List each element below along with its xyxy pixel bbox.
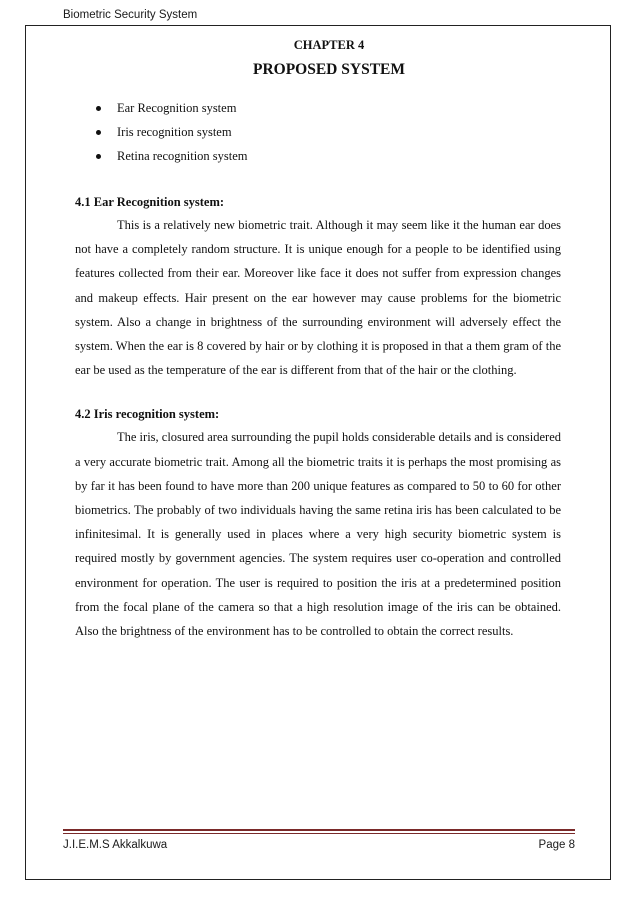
bullet-icon (96, 106, 101, 111)
bullet-icon (96, 154, 101, 159)
list-item (75, 144, 561, 168)
running-header: Biometric Security System (63, 9, 198, 21)
footer-institution: J.I.E.M.S Akkalkuwa (63, 839, 168, 851)
list-item-text: Ear Recognition system (117, 101, 237, 115)
list-item-text: Retina recognition system (117, 149, 248, 163)
section-body-iris: The iris, closured area surrounding the pupil holds considerable details and is considered a very accurate biometric trait. Among all the biometric traits it is perhaps the most promising as by far it has been found to have more than 200 unique features as compared to 50 to 60 for other biometrics. The probably of two individuals having the same retina iris has been calculated to be infinitesimal. It is generally used in places where a very high security biometric system is required mostly by government agencies. The system requires user co-operation and controlled environment for operation. The user is required to position the iris at a predetermined position from the focal plane of the camera so that a high resolution image of the iris can be obtained. Also the brightness of the environment has to be controlled to obtain the correct results. (75, 430, 561, 639)
chapter-title: PROPOSED SYSTEM (252, 61, 405, 78)
bullet-icon (96, 130, 101, 135)
page-content (75, 36, 561, 643)
footer-page-number: Page 8 (538, 839, 575, 851)
footer-rule-thin (63, 833, 575, 834)
list-item-text: Iris recognition system (117, 125, 232, 139)
bullet-list (75, 96, 561, 168)
chapter-label: CHAPTER 4 (293, 38, 365, 52)
section-body-ear: This is a relatively new biometric trait. Although it may seem like it the human ear does not have a completely random structure. It is unique enough for a people to be identified using features collected from their ear. Moreover like face it does not suffer from expression changes and makeup effects. Hair present on the ear however may cause problems for the biometric system. Also a change in brightness of the surrounding environment will adversely effect the system. When the ear is 8 covered by hair or by clothing it is proposed in that a them gram of the ear be used as the temperature of the ear is different from that of the hair or the clothing. (75, 218, 561, 378)
section-heading-ear: 4.1 Ear Recognition system: (75, 195, 225, 209)
list-item (75, 96, 561, 120)
footer-rule (63, 829, 575, 831)
list-item (75, 120, 561, 144)
section-heading-iris: 4.2 Iris recognition system: (75, 407, 220, 422)
